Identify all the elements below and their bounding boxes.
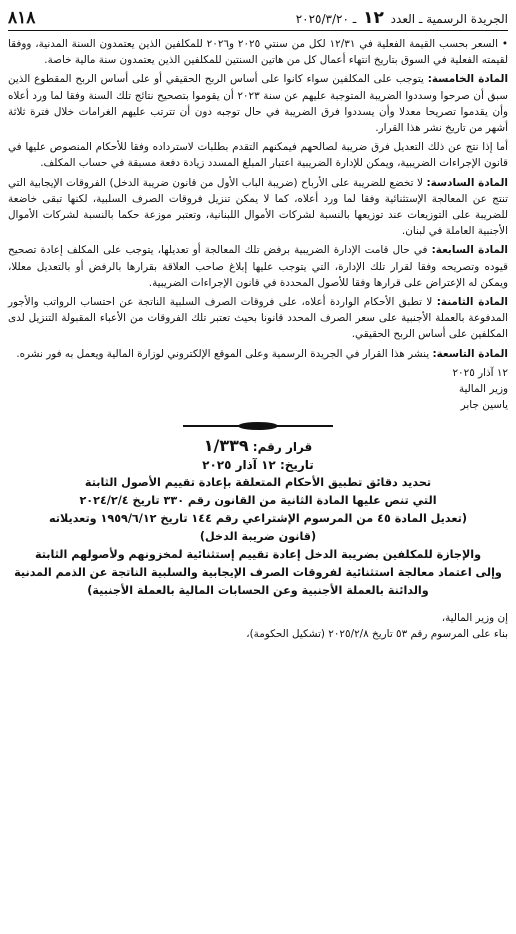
article-8 xyxy=(8,294,508,343)
decision-title-7: والدائنة بالعملة الأجنبية وعن الحسابات المالية بالعملة الأجنبية) xyxy=(87,583,429,597)
article-5-text: يتوجب على المكلفين سواء كانوا على أساس الربح الحقيقي أو على أساس الربح المقطوع الذين سبق أن صرحوا وسددوا الضريبة المتوجبة عليهم عن سنة ٢٠٢٣ أن يقوموا بتصحيح نتائج تلك السنة وفقا لما ورد أعلاه وأن يقدموا تصريحا معدلا وأن يسددوا فرق الضريبة في حال توجبه دون أن تترتب عليهم الغرامات خلال فترة ثلاثة أشهر من تاريخ نشر هذا القرار. xyxy=(8,73,508,135)
preamble-line-1: إن وزير المالية، xyxy=(441,611,508,624)
article-7-label: المادة السابعة: xyxy=(431,244,508,257)
decision-number-value: ١/٣٣٩ xyxy=(203,435,249,455)
gazette-name: الجريدة الرسمية ـ العدد xyxy=(390,12,508,26)
article-6 xyxy=(8,175,508,240)
article-9-text: ينشر هذا القرار في الجريدة الرسمية وعلى الموقع الإلكتروني لوزارة المالية ويعمل به فور نشره. xyxy=(16,347,430,360)
decision-date: تاريخ: ١٢ آذار ٢٠٢٥ xyxy=(202,457,314,472)
page-header xyxy=(8,6,508,31)
page-number: ٨١٨ xyxy=(8,8,36,28)
article-9-label: المادة التاسعة: xyxy=(432,347,508,360)
decision-title-2: التي تنص عليها المادة الثانية من القانون رقم ٣٣٠ تاريخ ٢٠٢٤/٢/٤ xyxy=(79,493,437,507)
issue-date: ـ ٢٠٢٥/٣/٢٠ xyxy=(295,12,357,26)
decision-number xyxy=(8,437,508,456)
preamble-line-2: بناء على المرسوم رقم ٥٣ تاريخ ٢٠٢٥/٢/٨ (تشكيل الحكومة)، xyxy=(246,628,508,641)
article-6-label: المادة السادسة: xyxy=(426,176,508,189)
article-7-text: في حال قامت الإدارة الضريبية برفض تلك المعالجة أو تعديلها، يتوجب على المكلف إعادة تصحيح قيوده وتصريحه وفقا لقرار تلك الإدارة، التي يتوجب عليها إبلاغ صاحب العلاقة بقرارها بالرفض أو بالتعديل معللا، ويمكن له الإعتراض على قرارها وفقا للأصول المحددة في قانون الإجراءات الضريبية. xyxy=(8,244,508,289)
article-5-label: المادة الخامسة: xyxy=(427,73,508,86)
document-body xyxy=(8,36,508,642)
section-divider xyxy=(183,421,333,431)
article-7 xyxy=(8,242,508,291)
article-8-label: المادة الثامنة: xyxy=(436,296,508,309)
signature-date: ١٢ آذار ٢٠٢٥ xyxy=(452,366,508,379)
gazette-title xyxy=(296,8,508,28)
decision-number-label: قرار رقم: xyxy=(252,439,313,454)
article-5 xyxy=(8,71,508,136)
bullet-paragraph: • السعر بحسب القيمة الفعلية في ١٢/٣١ لكل من سنتي ٢٠٢٥ و٢٠٢٦ للمكلفين الذين يعتمدون السنة المدنية، ووفقا لقيمته الفعلية في السوق بتاريخ انتهاء أعمال كل من هاتين السنتين للمكلفين الذين يعتمدون سنة مالية خاصة. xyxy=(8,36,508,68)
issue-number: ١٢ xyxy=(363,8,384,28)
signature-name: ياسين جابر xyxy=(460,398,508,411)
preamble xyxy=(8,610,508,642)
article-9 xyxy=(8,346,508,362)
decision-title-3: (تعديل المادة ٤٥ من المرسوم الإشتراعي رقم ١٤٤ تاريخ ١٩٥٩/٦/١٢ وتعديلاته xyxy=(49,511,467,525)
signature-block xyxy=(8,365,508,413)
decision-header xyxy=(8,437,508,600)
signature-title: وزير المالية xyxy=(458,382,508,395)
article-8-text: لا تطبق الأحكام الواردة أعلاه، على فروقات الصرف السلبية الناتجة عن احتساب الرواتب والأجور المدفوعة بالعملة الأجنبية على سعر الصرف المحدد قانونا بحيث تعتبر تلك الفروقات من الأعباء المقبولة التنزيل لدى المكلفين على أساس الربح الحقيقي. xyxy=(8,296,508,341)
decision-title-6: وإلى اعتماد معالجة استثنائية لفروقات الصرف الإيجابية والسلبية الناتجة عن الذمم المدنية xyxy=(14,565,502,579)
decision-title-4: (قانون ضريبة الدخل) xyxy=(199,529,317,543)
article-6-text: لا تخضع للضريبة على الأرباح (ضريبة الباب الأول من قانون ضريبة الدخل) الفروقات الإيجابية التي تنتج عن المعالجة الإستثنائية وفقا لما ورد أعلاه، كما لا يمكن تنزيل فروقات الصرف السلبية، لكنها تبقى خاضعة للضريبة على التوزيعات عند توزيعها بالنسبة لشركات الأموال اللبنانية، وتعتبر موزعة حكما بالنسبة لشركات الأموال الأجنبية العاملة في لبنان. xyxy=(8,176,508,238)
decision-title-5: والإجازة للمكلفين بضريبة الدخل إعادة تقييم إستثنائية لمخزونهم ولأصولهم الثابتة xyxy=(34,547,482,561)
decision-title-1: تحديد دقائق تطبيق الأحكام المتعلقة بإعادة تقييم الأصول الثابتة xyxy=(84,475,432,489)
article-5-text-2: أما إذا نتج عن ذلك التعديل فرق ضريبة لصالحهم فيمكنهم التقدم بطلبات لاسترداده وفقا للأحكام المنصوص عليها في قانون الإجراءات الضريبية، ويمكن للإدارة الضريبية اعتبار المبلغ المسدد زيادة دفعة مسبقة في حساب المكلف. xyxy=(8,141,508,170)
